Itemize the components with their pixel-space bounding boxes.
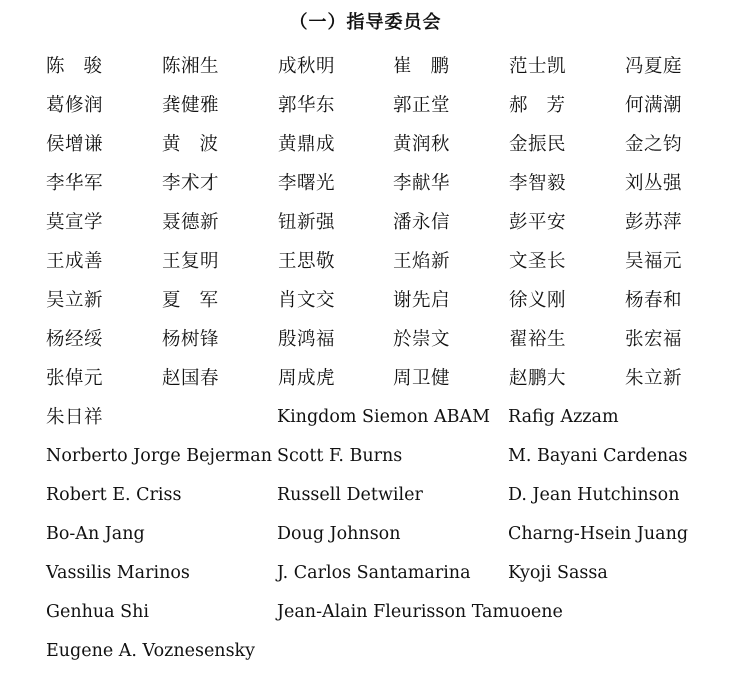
member-name: 朱日祥 bbox=[46, 407, 104, 428]
member-name: 彭平安 bbox=[509, 212, 567, 233]
member-name: 李献华 bbox=[393, 173, 451, 194]
member-name: 赵鹏大 bbox=[509, 368, 567, 389]
chinese-members-grid bbox=[46, 47, 696, 398]
member-name: 侯增谦 bbox=[46, 134, 104, 155]
member-name: Robert E. Criss bbox=[46, 485, 182, 505]
members-row bbox=[46, 476, 726, 515]
member-name: 徐义刚 bbox=[509, 290, 567, 311]
members-row bbox=[46, 320, 696, 359]
member-name: 陈湘生 bbox=[162, 56, 220, 77]
member-name: 杨树锋 bbox=[162, 329, 220, 350]
member-name: Russell Detwiler bbox=[277, 485, 423, 505]
member-name: 郭华东 bbox=[278, 95, 336, 116]
member-name: 李华军 bbox=[46, 173, 104, 194]
member-name: Eugene A. Voznesensky bbox=[46, 641, 256, 661]
member-name: 葛修润 bbox=[46, 95, 104, 116]
member-name: Charng-Hsein Juang bbox=[508, 524, 689, 544]
member-name: 成秋明 bbox=[278, 56, 336, 77]
members-row bbox=[46, 164, 696, 203]
member-name: Rafig Azzam bbox=[508, 407, 619, 427]
members-row bbox=[46, 281, 696, 320]
member-name: J. Carlos Santamarina bbox=[277, 563, 471, 583]
member-name: 王复明 bbox=[162, 251, 220, 272]
member-name: 范士凯 bbox=[509, 56, 567, 77]
members-row bbox=[46, 86, 696, 125]
member-name: 郝芳 bbox=[509, 95, 585, 116]
member-name: 刘丛强 bbox=[625, 173, 683, 194]
members-row bbox=[46, 359, 696, 398]
member-name: 周成虎 bbox=[278, 368, 336, 389]
member-name: 王思敬 bbox=[278, 251, 336, 272]
member-name: 何满潮 bbox=[625, 95, 683, 116]
member-name: Vassilis Marinos bbox=[46, 563, 190, 583]
member-name: 龚健雅 bbox=[162, 95, 220, 116]
member-name: 黄鼎成 bbox=[278, 134, 336, 155]
member-name: 张倬元 bbox=[46, 368, 104, 389]
member-name: 翟裕生 bbox=[509, 329, 567, 350]
member-name: 黄润秋 bbox=[393, 134, 451, 155]
member-name: 冯夏庭 bbox=[625, 56, 683, 77]
member-name: 郭正堂 bbox=[393, 95, 451, 116]
member-name: 钮新强 bbox=[278, 212, 336, 233]
member-name: Doug Johnson bbox=[277, 524, 401, 544]
member-name: 李术才 bbox=[162, 173, 220, 194]
member-name: 吴立新 bbox=[46, 290, 104, 311]
member-name: Kyoji Sassa bbox=[508, 563, 608, 583]
member-name: 潘永信 bbox=[393, 212, 451, 233]
member-name: 李曙光 bbox=[278, 173, 336, 194]
member-name: 杨春和 bbox=[625, 290, 683, 311]
member-name: D. Jean Hutchinson bbox=[508, 485, 680, 505]
members-row bbox=[46, 203, 696, 242]
members-row bbox=[46, 125, 696, 164]
member-name: 聂德新 bbox=[162, 212, 220, 233]
member-name: 陈骏 bbox=[46, 56, 122, 77]
member-name: 彭苏萍 bbox=[625, 212, 683, 233]
member-name: 朱立新 bbox=[625, 368, 683, 389]
member-name: 赵国春 bbox=[162, 368, 220, 389]
member-name: 殷鸿福 bbox=[278, 329, 336, 350]
member-name: M. Bayani Cardenas bbox=[508, 446, 688, 466]
members-row bbox=[46, 515, 726, 554]
member-name: 王成善 bbox=[46, 251, 104, 272]
member-name: Bo-An Jang bbox=[46, 524, 145, 544]
members-row bbox=[46, 593, 726, 632]
member-name: 张宏福 bbox=[625, 329, 683, 350]
members-row bbox=[46, 554, 726, 593]
member-name: Jean-Alain Fleurisson Tamuoene bbox=[277, 602, 563, 622]
member-name: 吴福元 bbox=[625, 251, 683, 272]
member-name: Genhua Shi bbox=[46, 602, 150, 622]
members-row bbox=[46, 632, 726, 671]
member-name: 金振民 bbox=[509, 134, 567, 155]
member-name: Scott F. Burns bbox=[277, 446, 403, 466]
english-members-grid bbox=[46, 398, 726, 671]
member-name: 黄波 bbox=[162, 134, 238, 155]
member-name: 金之钧 bbox=[625, 134, 683, 155]
member-name: 杨经绥 bbox=[46, 329, 104, 350]
member-name: 谢先启 bbox=[393, 290, 451, 311]
member-name: 夏军 bbox=[162, 290, 238, 311]
member-name: 周卫健 bbox=[393, 368, 451, 389]
member-name: 王焰新 bbox=[393, 251, 451, 272]
member-name: 於崇文 bbox=[393, 329, 451, 350]
mixed-members-row bbox=[46, 398, 726, 437]
member-name: 崔鹏 bbox=[393, 56, 469, 77]
member-name: Kingdom Siemon ABAM bbox=[277, 407, 490, 427]
members-row bbox=[46, 437, 726, 476]
member-name: 肖文交 bbox=[278, 290, 336, 311]
members-row bbox=[46, 47, 696, 86]
member-name: Norberto Jorge Bejerman bbox=[46, 446, 272, 466]
member-name: 莫宣学 bbox=[46, 212, 104, 233]
member-name: 李智毅 bbox=[509, 173, 567, 194]
member-name: 文圣长 bbox=[509, 251, 567, 272]
members-row bbox=[46, 242, 696, 281]
section-title: （一）指导委员会 bbox=[289, 12, 442, 33]
